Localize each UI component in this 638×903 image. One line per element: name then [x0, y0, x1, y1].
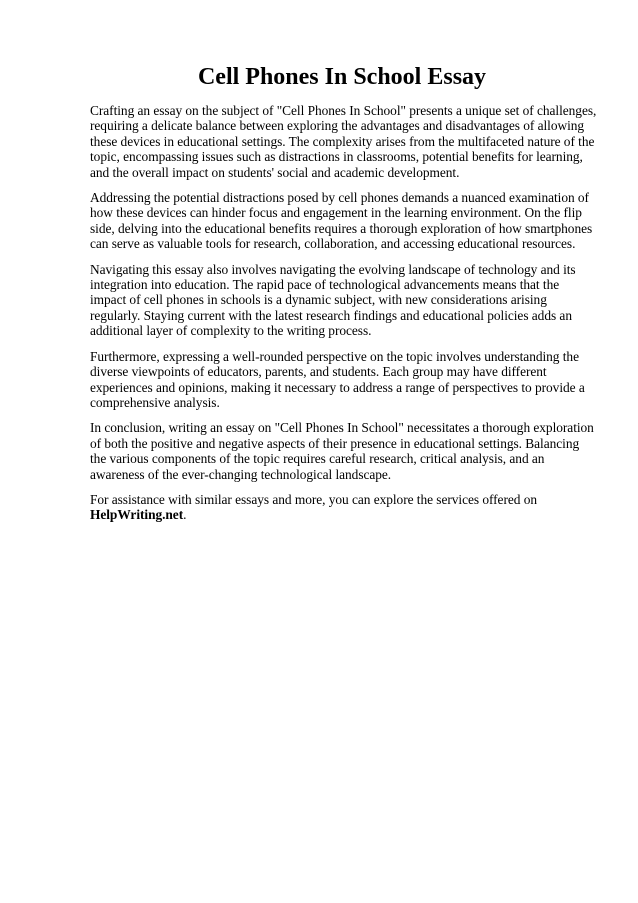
paragraph-intro: Crafting an essay on the subject of "Cell Phones In School" presents a unique set of challenges, requiring a delicate balance between exploring the advantages and disadvantages of allowing these devices in educational settings. The complexity arises from the multifaceted nature of the topic, encompassing issues such as distractions in classrooms, potential benefits for learning, and the overall impact on students' social and academic development.	[90, 103, 597, 180]
closing-suffix: .	[183, 507, 187, 523]
helpwriting-link[interactable]: HelpWriting.net	[90, 507, 184, 523]
paragraph-closing	[90, 492, 598, 523]
closing-text: For assistance with similar essays and more, you can explore the services offered on	[90, 491, 537, 507]
paragraph-technology: Navigating this essay also involves navigating the evolving landscape of technology and its integration into education. The rapid pace of technological advancements means that the impact of cell phones in schools is a dynamic subject, with new considerations arising regularly. Staying current with the latest research findings and educational policies adds an additional layer of complexity to the writing process.	[90, 261, 576, 339]
paragraph-distractions: Addressing the potential distractions posed by cell phones demands a nuanced examination of how these devices can hinder focus and engagement in the learning environment. On the flip side, delving into the educational benefits requires a thorough exploration of how smartphones can serve as valuable tools for research, collaboration, and accessing educational resources.	[90, 190, 593, 252]
paragraph-perspectives: Furthermore, expressing a well-rounded perspective on the topic involves understanding the diverse viewpoints of educators, parents, and students. Each group may have different experiences and opinions, making it necessary to address a range of perspectives to provide a comprehensive analysis.	[90, 348, 585, 410]
paragraph-conclusion: In conclusion, writing an essay on "Cell Phones In School" necessitates a thorough exploration of both the positive and negative aspects of their presence in educational settings. Balancing the various components of the topic requires careful research, critical analysis, and an awareness of the ever-changing technological landscape.	[90, 420, 594, 482]
page-title: Cell Phones In School Essay	[197, 64, 487, 90]
